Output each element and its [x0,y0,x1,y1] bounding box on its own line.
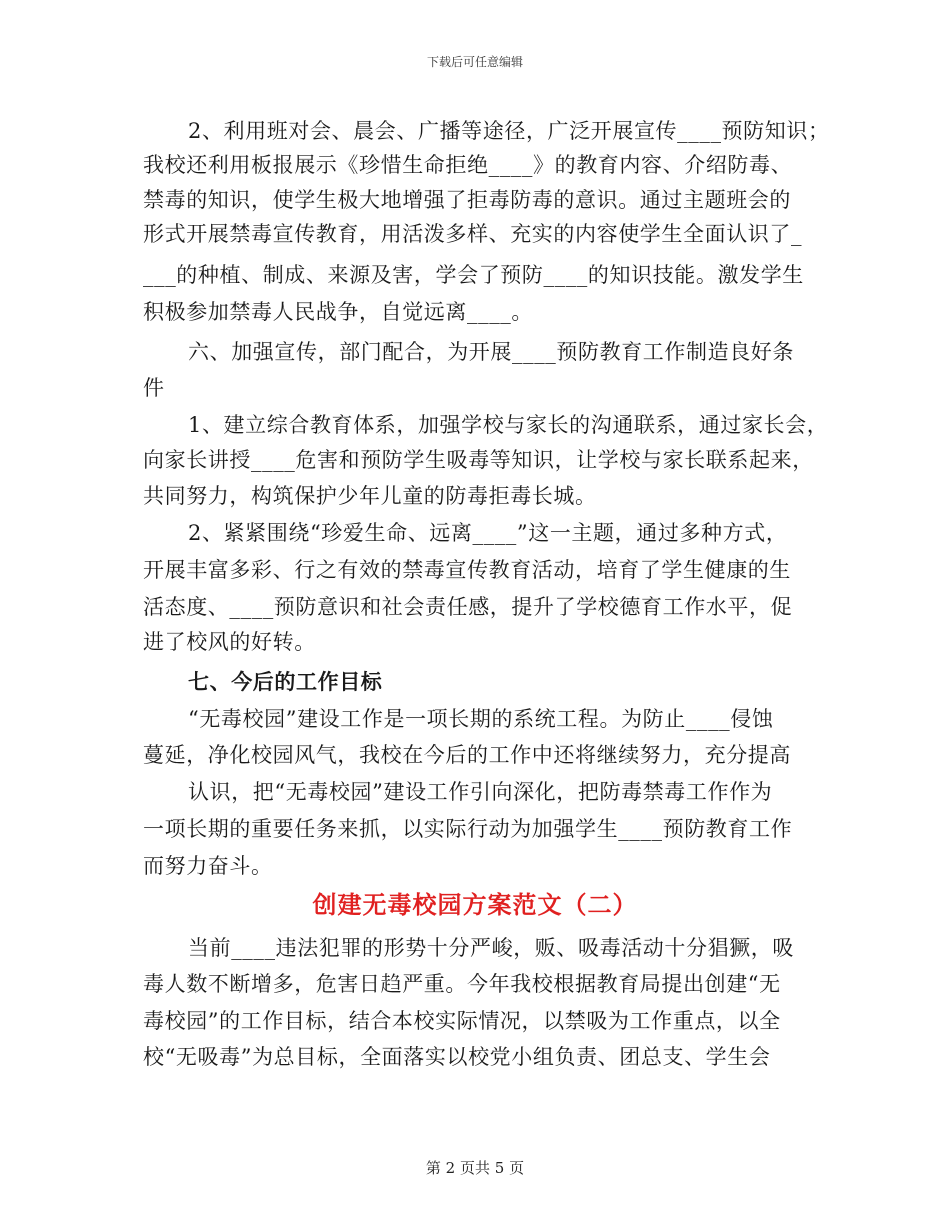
paragraph-line: 当前____违法犯罪的形势十分严峻，贩、吸毒活动十分猖獗，吸 [188,936,794,960]
paragraph-line: 一项长期的重要任务来抓，以实际行动为加强学生____预防教育工作 [143,817,793,841]
paragraph-line: ___的种植、制成、来源及害，学会了预防____的知识技能。激发学生 [143,263,804,287]
paragraph-line: 而努力奋斗。 [143,854,273,878]
paragraph-line: “无毒校园”建设工作是一项长期的系统工程。为防止____侵蚀 [188,707,774,731]
paragraph-line: 积极参加禁毒人民战争，自觉远离____。 [143,300,533,324]
paragraph-line: 2、紧紧围绕“珍爱生命、远离____”这一主题，通过多种方式， [188,521,788,545]
paragraph-line: 禁毒的知识，使学生极大地增强了拒毒防毒的意识。通过主题班会的 [143,188,791,212]
paragraph-line: 毒人数不断增多，危害日趋严重。今年我校根据教育局提出创建“无 [143,972,781,996]
page-header: 下载后可任意编辑 [426,55,523,69]
paragraph-line: 我校还利用板报展示《珍惜生命拒绝____》的教育内容、介绍防毒、 [143,153,793,177]
paragraph-line: 形式开展禁毒宣传教育，用活泼多样、充实的内容使学生全面认识了_ [143,222,803,246]
paragraph-line: 认识，把“无毒校园”建设工作引向深化，把防毒禁毒工作作为 [188,780,773,804]
paragraph-line: 进了校风的好转。 [143,630,316,654]
paragraph-line: 向家长讲授____危害和预防学生吸毒等知识，让学校与家长联系起来， [143,448,814,472]
section-heading: 六、加强宣传，部门配合，为开展____预防教育工作制造良好条 [188,340,794,364]
paragraph-line: 1、建立综合教育体系，加强学校与家长的沟通联系，通过家长会， [188,413,829,437]
paragraph-line: 开展丰富多彩、行之有效的禁毒宣传教育活动，培育了学生健康的生 [143,558,791,582]
section-heading: 七、今后的工作目标 [188,669,383,694]
paragraph-line: 毒校园”的工作目标，结合本校实际情况，以禁吸为工作重点，以全 [143,1009,781,1033]
section-heading-continued: 件 [143,376,165,400]
paragraph-line: 共同努力，构筑保护少年儿童的防毒拒毒长城。 [143,484,597,508]
section-title: 创建无毒校园方案范文（二） [312,890,638,919]
paragraph-line: 校“无吸毒”为总目标，全面落实以校党小组负责、团总支、学生会 [143,1045,771,1069]
page-footer: 第 2 页共 5 页 [425,1159,525,1177]
paragraph-line: 2、利用班对会、晨会、广播等途径，广泛开展宣传____预防知识； [188,119,830,143]
paragraph-line: 活态度、____预防意识和社会责任感，提升了学校德育工作水平，促 [143,595,793,619]
paragraph-line: 蔓延，净化校园风气，我校在今后的工作中还将继续努力，充分提高 [143,743,791,767]
